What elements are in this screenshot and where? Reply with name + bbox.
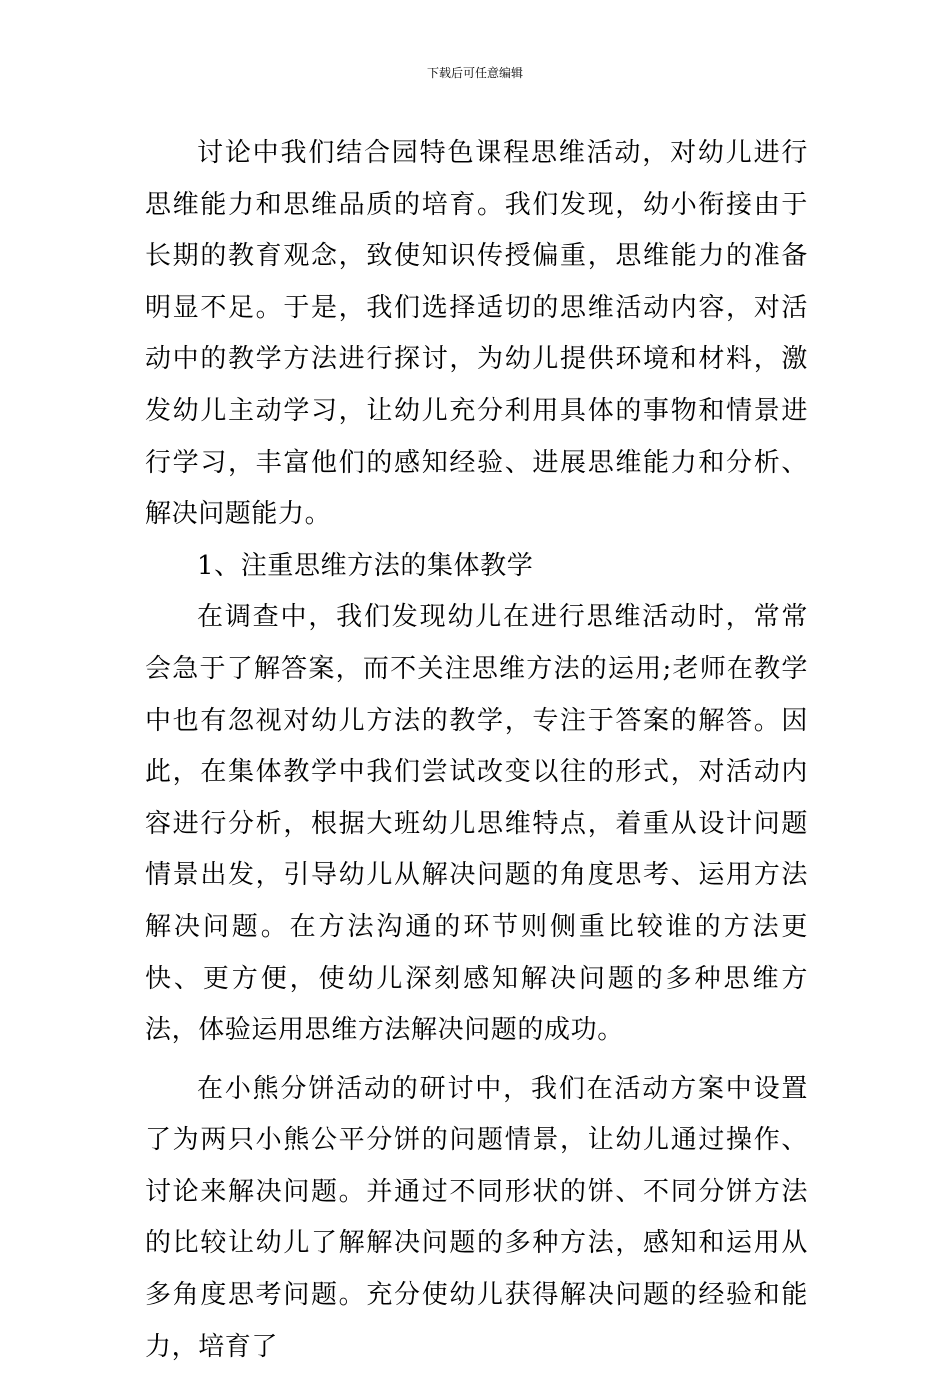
document-body bbox=[145, 128, 808, 1373]
paragraph-gap bbox=[145, 1057, 808, 1064]
paragraph-method: 在调查中，我们发现幼儿在进行思维活动时，常常会急于了解答案，而不关注思维方法的运用;老师在教学中也有忽视对幼儿方法的教学，专注于答案的解答。因此，在集体教学中我们尝试改变以往的形式，对活动内容进行分析，根据大班幼儿思维特点，着重从设计问题情景出发，引导幼儿从解决问题的角度思考、运用方法解决问题。在方法沟通的环节则侧重比较谁的方法更快、更方便，使幼儿深刻感知解决问题的多种思维方法，体验运用思维方法解决问题的成功。 bbox=[145, 602, 808, 1046]
section-heading: 1、注重思维方法的集体教学 bbox=[197, 550, 534, 581]
paragraph-intro: 讨论中我们结合园特色课程思维活动，对幼儿进行思维能力和思维品质的培育。我们发现，幼小衔接由于长期的教育观念，致使知识传授偏重，思维能力的准备明显不足。于是，我们选择适切的思维活动内容，对活动中的教学方法进行探讨，为幼儿提供环境和材料，激发幼儿主动学习，让幼儿充分利用具体的事物和情景进行学习，丰富他们的感知经验、进展思维能力和分析、解决问题能力。 bbox=[145, 138, 808, 530]
download-note: 下载后可任意编辑 bbox=[426, 66, 523, 80]
paragraph-example: 在小熊分饼活动的研讨中，我们在活动方案中设置了为两只小熊公平分饼的问题情景，让幼儿通过操作、讨论来解决问题。并通过不同形状的饼、不同分饼方法的比较让幼儿了解解决问题的多种方法，感知和运用从多角度思考问题。充分使幼儿获得解决问题的经验和能力，培育了 bbox=[145, 1073, 808, 1362]
